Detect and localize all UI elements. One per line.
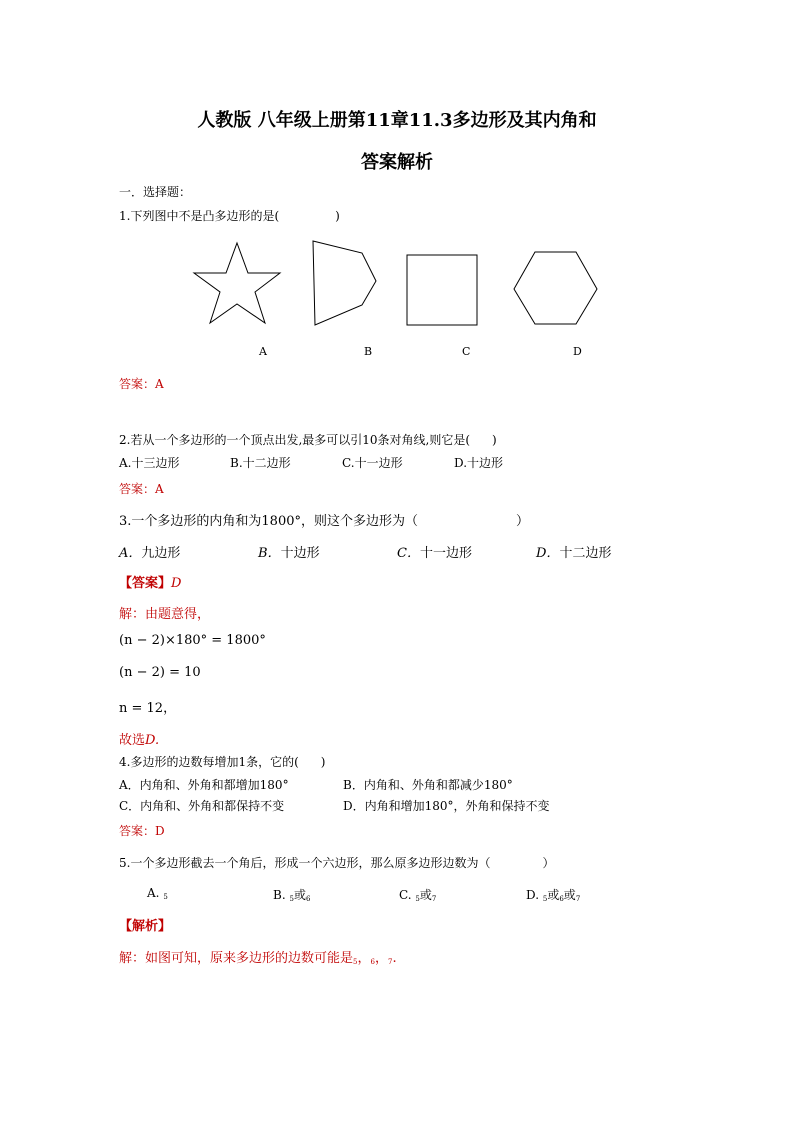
equation-1: (n − 2)×180° = 1800° bbox=[119, 633, 266, 648]
option-5c: C. $_5$或$_7$ bbox=[399, 888, 437, 903]
solution-5: 解：如图可知，原来多边形的边数可能是$_5$，$_6$，$_7$. bbox=[119, 951, 397, 966]
figure-square-c bbox=[407, 255, 477, 325]
option-4a: A．内角和、外角和都增加180° bbox=[119, 778, 289, 792]
question-2-close: ) bbox=[492, 433, 497, 447]
option-2c: C.十一边形 bbox=[342, 456, 403, 470]
question-4-stem: 4.多边形的边数每增加1条，它的( bbox=[119, 755, 299, 769]
equation-3: n = 12， bbox=[119, 701, 177, 716]
question-1-stem: 1.下列图中不是凸多边形的是( bbox=[119, 209, 280, 223]
page-title-line1: 人教版 八年级上册第11章11.3多边形及其内角和 bbox=[197, 110, 597, 131]
answer-3-value: D bbox=[171, 576, 182, 591]
answer-3 bbox=[119, 572, 181, 591]
option-2d: D.十边形 bbox=[454, 456, 504, 470]
option-3a: A．九边形 bbox=[119, 546, 181, 561]
section-heading: 一．选择题： bbox=[119, 185, 192, 199]
option-3c: C．十一边形 bbox=[397, 546, 472, 561]
figure-label-c: C bbox=[462, 345, 471, 358]
question-2 bbox=[119, 431, 497, 448]
option-3b: B．十边形 bbox=[258, 546, 320, 561]
option-5a: A. $_5$ bbox=[147, 886, 168, 901]
question-5 bbox=[119, 854, 554, 871]
answer-1: 答案：A bbox=[119, 377, 164, 391]
option-4c: C．内角和、外角和都保持不变 bbox=[119, 799, 285, 813]
question-3-close: ） bbox=[516, 514, 530, 529]
question-4-close: ) bbox=[320, 755, 326, 769]
question-3-stem: 3.一个多边形的内角和为1800°，则这个多边形为（ bbox=[119, 514, 418, 529]
polygon-figures bbox=[0, 0, 794, 380]
option-2b: B.十二边形 bbox=[230, 456, 291, 470]
answer-3-tag: 【答案】 bbox=[119, 576, 172, 591]
figure-star bbox=[194, 243, 280, 323]
question-2-stem: 2.若从一个多边形的一个顶点出发,最多可以引10条对角线,则它是( bbox=[119, 433, 471, 447]
option-2a: A.十三边形 bbox=[119, 456, 180, 470]
solution-3-intro: 解：由题意得， bbox=[119, 607, 211, 622]
question-5-close: ） bbox=[542, 856, 555, 870]
question-5-stem: 5.一个多边形截去一个角后，形成一个六边形，那么原多边形边数为（ bbox=[119, 856, 491, 870]
figure-hexagon-d bbox=[514, 252, 597, 324]
figure-label-a: A bbox=[259, 345, 267, 358]
question-3 bbox=[119, 510, 529, 529]
option-5d: D. $_5$或$_6$或$_7$ bbox=[526, 888, 581, 903]
option-4b: B．内角和、外角和都减少180° bbox=[343, 778, 513, 792]
answer-4: 答案：D bbox=[119, 824, 165, 838]
figure-label-b: B bbox=[364, 345, 373, 358]
conclusion-3: 故选D. bbox=[119, 733, 160, 748]
equation-2: (n − 2) = 10 bbox=[119, 665, 201, 680]
figure-pentagon-b bbox=[313, 241, 376, 325]
page-title-line2: 答案解析 bbox=[361, 152, 433, 173]
analysis-5-tag: 【解析】 bbox=[119, 919, 172, 934]
question-4 bbox=[119, 753, 325, 770]
option-5b: B. $_5$或$_6$ bbox=[273, 888, 311, 903]
option-4d: D．内角和增加180°，外角和保持不变 bbox=[343, 799, 550, 813]
answer-2: 答案：A bbox=[119, 482, 164, 496]
figure-label-d: D bbox=[573, 345, 582, 358]
option-3d: D．十二边形 bbox=[536, 546, 612, 561]
question-1-close: ) bbox=[335, 209, 340, 223]
